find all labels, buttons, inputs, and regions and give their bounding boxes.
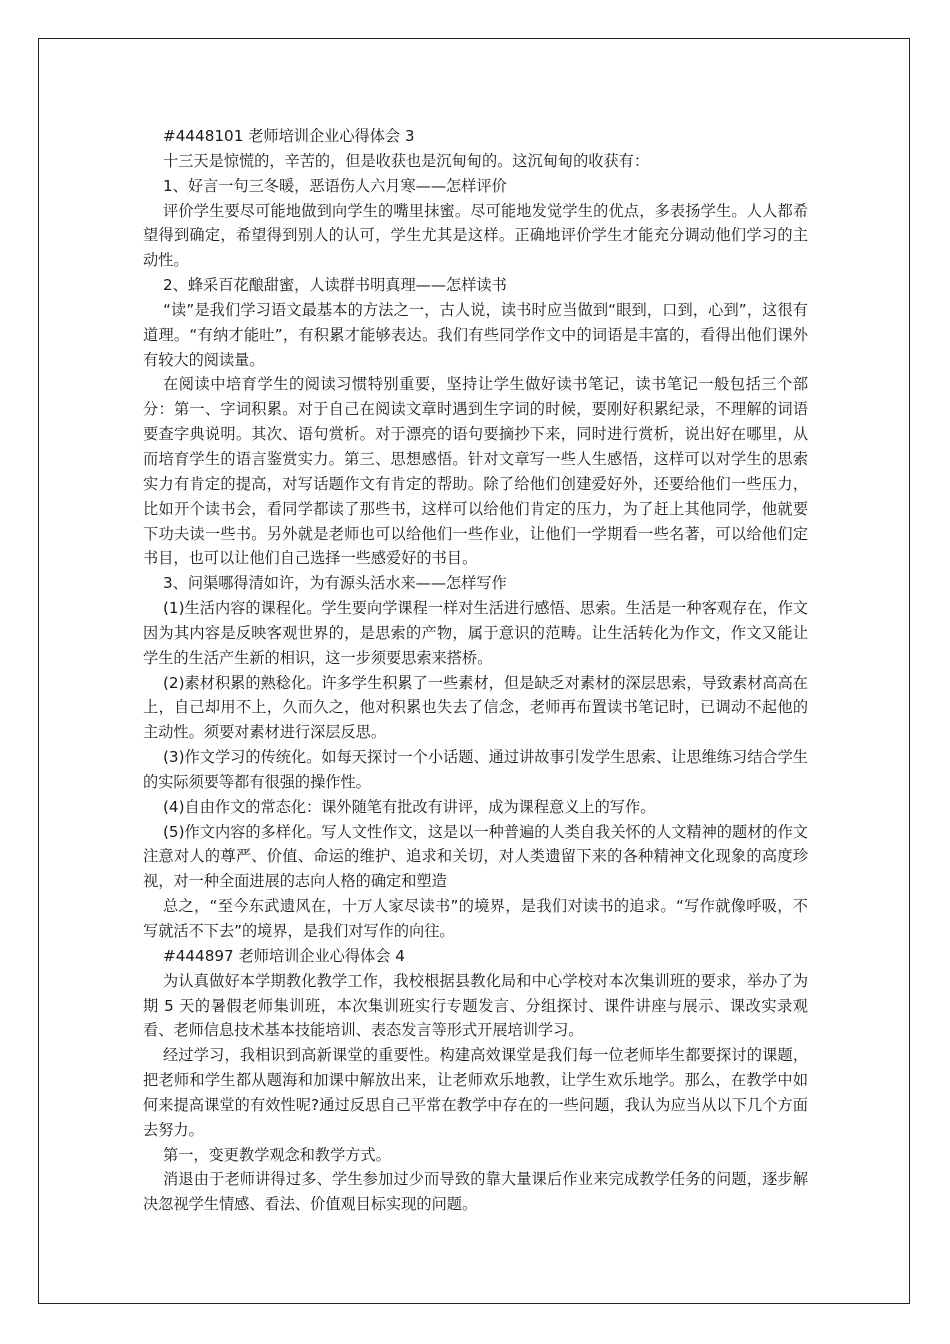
paragraph: 评价学生要尽可能地做到向学生的嘴里抹蜜。尽可能地发觉学生的优点，多表扬学生。人人都希望得到确定，希望得到别人的认可，学生尤其是这样。正确地评价学生才能充分调动他们学习的主动性。	[143, 201, 808, 270]
paragraph: (4)自由作文的常态化：课外随笔有批改有讲评，成为课程意义上的写作。	[163, 797, 656, 816]
paragraph: 为认真做好本学期教化教学工作，我校根据县教化局和中心学校对本次集训班的要求，举办了为期 5 天的暑假老师集训班，本次集训班实行专题发言、分组探讨、课件讲座与展示、课改实录观看、老师信息技术基本技能培训、表态发言等形式开展培训学习。	[143, 971, 808, 1040]
paragraph: (5)作文内容的多样化。写人文性作文，这是以一种普遍的人类自我关怀的人文精神的题材的作文注意对人的尊严、价值、命运的维护、追求和关切，对人类遗留下来的各种精神文化现象的高度珍视，对一种全面进展的志向人格的确定和塑造	[143, 822, 808, 891]
section-heading: 3、问渠哪得清如许，为有源头活水来——怎样写作	[163, 574, 507, 593]
paragraph: (1)生活内容的课程化。学生要向学课程一样对生活进行感悟、思索。生活是一种客观存在，作文因为其内容是反映客观世界的，是思索的产物，属于意识的范畴。让生活转化为作文，作文又能让学生的生活产生新的相识，这一步须要思索来搭桥。	[143, 599, 808, 667]
paragraph: 十三天是惊慌的，辛苦的，但是收获也是沉甸甸的。这沉甸甸的收获有：	[163, 151, 649, 170]
section-title: #4448101 老师培训企业心得体会 3	[163, 127, 415, 145]
section-heading: 第一，变更教学观念和教学方式。	[163, 1145, 391, 1164]
paragraph: 消退由于老师讲得过多、学生参加过少而导致的靠大量课后作业来完成教学任务的问题，逐步解决忽视学生情感、看法、价值观目标实现的问题。	[143, 1170, 808, 1214]
paragraph: (2)素材积累的熟稔化。许多学生积累了一些素材，但是缺乏对素材的深层思索，导致素材高高在上，自己却用不上，久而久之，他对积累也失去了信念，老师再布置读书笔记时，已调动不起他的主动性。须要对素材进行深层反思。	[143, 673, 808, 742]
section-title: #444897 老师培训企业心得体会 4	[163, 946, 405, 965]
paragraph: “读”是我们学习语文最基本的方法之一，古人说，读书时应当做到“眼到，口到，心到”，这很有道理。“有纳才能吐”，有积累才能够表达。我们有些同学作文中的词语是丰富的，看得出他们课外有较大的阅读量。	[143, 300, 808, 369]
document-body	[143, 124, 808, 1217]
section-heading: 1、好言一句三冬暖，恶语伤人六月寒——怎样评价	[163, 176, 507, 195]
paragraph: 在阅读中培育学生的阅读习惯特别重要，坚持让学生做好读书笔记，读书笔记一般包括三个部分：第一、字词积累。对于自己在阅读文章时遇到生字词的时候，要刚好积累纪录，不理解的词语要查字典说明。其次、语句赏析。对于漂亮的语句要摘抄下来，同时进行赏析，说出好在哪里，从而培育学生的语言鉴赏实力。第三、思想感悟。针对文章写一些人生感悟，这样可以对学生的思索实力有肯定的提高，对写话题作文有肯定的帮助。除了给他们创建爱好外，还要给他们一些压力，比如开个读书会，看同学都读了那些书，这样可以给他们肯定的压力，为了赶上其他同学，他就要下功夫读一些书。另外就是老师也可以给他们一些作业，让他们一学期看一些名著，可以给他们定书目，也可以让他们自己选择一些感爱好的书目。	[143, 375, 808, 568]
section-heading: 2、蜂采百花酿甜蜜，人读群书明真理——怎样读书	[163, 276, 507, 295]
paragraph: (3)作文学习的传统化。如每天探讨一个小话题、通过讲故事引发学生思索、让思维练习结合学生的实际须要等都有很强的操作性。	[143, 748, 808, 791]
paragraph: 经过学习，我相识到高新课堂的重要性。构建高效课堂是我们每一位老师毕生都要探讨的课题，把老师和学生都从题海和加课中解放出来，让老师欢乐地教，让学生欢乐地学。那么，在教学中如何来提高课堂的有效性呢?通过反思自己平常在教学中存在的一些问题，我认为应当从以下几个方面去努力。	[143, 1046, 808, 1139]
paragraph: 总之，“至今东武遗风在，十万人家尽读书”的境界，是我们对读书的追求。“写作就像呼吸，不写就活不下去”的境界，是我们对写作的向往。	[143, 897, 808, 940]
